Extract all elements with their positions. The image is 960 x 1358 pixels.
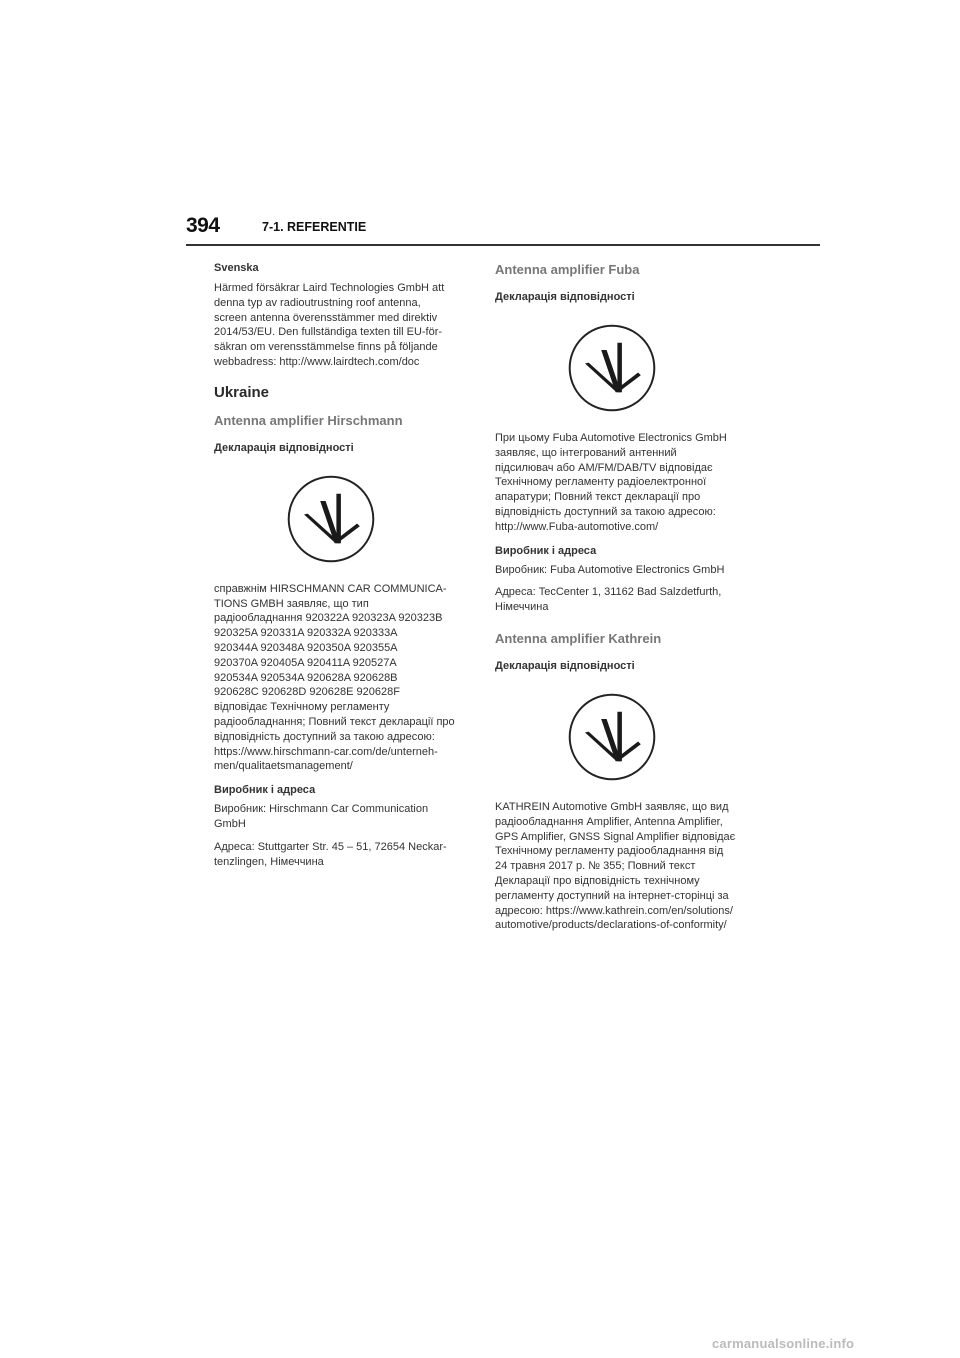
page-header	[186, 214, 820, 248]
left-column	[214, 262, 464, 877]
fuba-address: Адреса: TecCenter 1, 31162 Bad Salzdetfurth, Німеччина	[495, 586, 722, 614]
right-column	[495, 262, 745, 941]
ukrsepro-conformity-mark-icon	[567, 323, 657, 413]
fuba-declaration-title: Декларація відповідності	[495, 291, 635, 303]
hirschmann-manufacturer-title: Виробник і адреса	[214, 784, 316, 797]
hirschmann-manufacturer: Виробник: Hirschmann Car Communication GmbH	[214, 803, 429, 830]
hirschmann-address: Адреса: Stuttgarter Str. 45 – 51, 72654 Neckar- tenzlingen, Німеччина	[214, 840, 447, 868]
kathrein-declaration-text: KATHREIN Automotive GmbH заявляє, що вид радіообладнання Amplifier, Antenna Amplifier, GPS Amplifier, GNSS Signal Amplifier відповідає Технічному регламенту радіообладнання від 24 травня 2017 р. № 355; Повний текст Декларації про відповідність технічному регламенту доступний на інтернет-сторінці за адресою: https://www.kathrein.com/en/solutions/ automotive/products/declarations-of-conformity/	[495, 800, 736, 932]
fuba-heading: Antenna amplifier Fuba	[495, 262, 640, 277]
watermark-logo: carmanualsonline.info	[712, 1336, 855, 1351]
hirschmann-heading: Antenna amplifier Hirschmann	[214, 412, 403, 428]
ukrsepro-conformity-mark-icon	[567, 692, 657, 782]
kathrein-heading: Antenna amplifier Kathrein	[495, 630, 662, 646]
svenska-text: Härmed försäkrar Laird Technologies GmbH att denna typ av radioutrustning roof antenna, screen antenna överensstämmer med direktiv 2014/53/EU. Den fullständiga texten till EU-för- säkran om verensstämmelse finns på följande webbadress: http://www.lairdtech.com/doc	[214, 282, 445, 368]
svenska-title: Svenska	[214, 262, 259, 274]
hirschmann-declaration-text: справжнім HIRSCHMANN CAR COMMUNICA- TIONS GMBH заявляє, що тип радіообладнання 920322A 920323A 920323B 920325A 920331A 920332A 920333A 920344A 920348A 920350A 920355A 920370A 920405A 920411A 920527A 920534A 920534A 920628A 920628B 920628C 920628D 920628E 920628F відповідає Технічному регламенту радіообладнання; Повний текст декларації про відповідність доступний за такою адресою: https://www.hirschmann-car.com/de/unterneh- men/qualitaetsmanagement/	[214, 582, 455, 773]
hirschmann-declaration-title: Декларація відповідності	[214, 441, 354, 454]
chapter-title: 7-1. REFERENTIE	[262, 220, 367, 234]
kathrein-declaration-title: Декларація відповідності	[495, 659, 635, 672]
fuba-manufacturer-title: Виробник і адреса	[495, 544, 597, 557]
header-divider	[186, 244, 820, 246]
fuba-declaration-text: При цьому Fuba Automotive Electronics GmbH заявляє, що інтегрований антенний підсилювач або AM/FM/DAB/TV відповідає Технічному регламенту радіоелектронної апаратури; Повний текст декларації про відповідність доступний за такою адресою: http://www.Fuba-automotive.com/	[495, 432, 727, 533]
fuba-manufacturer: Виробник: Fuba Automotive Electronics GmbH	[495, 563, 725, 576]
page-number: 394	[186, 214, 220, 237]
ukrsepro-conformity-mark-icon	[286, 474, 376, 564]
country-heading: Ukraine	[214, 383, 270, 401]
